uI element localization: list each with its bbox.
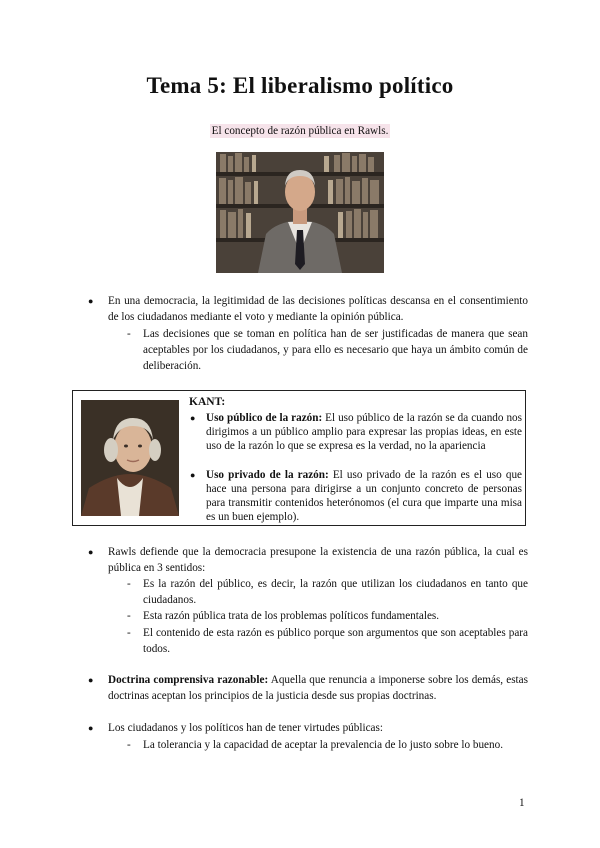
kant-portrait [81, 400, 179, 516]
sub-item-text: Las decisiones que se toman en política han de ser justificadas de manera que sean aceptables por los ciudadanos, y para ello es necesario que haya un ámbito común de deliberación. [143, 328, 528, 372]
sub-item-text: La tolerancia y la capacidad de aceptar la prevalencia de lo justo sobre lo bueno. [143, 739, 504, 751]
bullet-icon: ● [88, 547, 94, 557]
kant-heading: KANT: [189, 396, 226, 408]
list-item [88, 720, 528, 736]
bullet-icon: ● [88, 296, 94, 306]
kant-box [72, 390, 526, 526]
list-item [88, 672, 528, 704]
sub-list-item [127, 737, 528, 753]
dash-icon: - [127, 610, 131, 622]
page-number: 1 [519, 797, 525, 809]
bullet-text: Rawls defiende que la democracia presupone la existencia de una razón pública, la cual es pública en 3 sentidos: [108, 546, 528, 574]
subtitle-highlighted: El concepto de razón pública en Rawls. [211, 125, 389, 137]
bullet-icon: ● [88, 675, 94, 685]
sub-item-text: Es la razón del público, es decir, la razón que utilizan los ciudadanos en tanto que ciudadanos. [143, 578, 528, 606]
sub-list-item [127, 576, 528, 608]
bullet-icon: ● [190, 470, 196, 480]
term-text: Aquella que renuncia a imponerse sobre los demás, estas doctrinas aceptan los principios de la justicia desde sus propias doctrinas. [108, 674, 528, 702]
dash-icon: - [127, 578, 131, 590]
sub-list-item [127, 608, 528, 624]
dash-icon: - [127, 328, 131, 340]
kant-item [190, 411, 522, 453]
kant-item [190, 468, 523, 524]
term-text: El uso privado de la razón es el uso que hace una persona para dirigirse a un conjunto concreto de personas para transmitir contenidos heterónomos (el cura que imparte una misa es un buen ejemplo). [206, 469, 523, 523]
bullet-text: Los ciudadanos y los políticos han de tener virtudes públicas: [108, 722, 383, 734]
term-label: Uso público de la razón: [206, 412, 323, 424]
list-item [88, 293, 528, 325]
term-label: Uso privado de la razón: [206, 469, 329, 481]
dash-icon: - [127, 627, 131, 639]
bullet-icon: ● [88, 723, 94, 733]
term-text: El uso público de la razón se da cuando nos dirigimos a un público amplio para expresar las propias ideas, en este uso de la razón lo que se expresa es la verdad, no la apariencia [206, 412, 522, 452]
dash-icon: - [127, 739, 131, 751]
bullet-text: En una democracia, la legitimidad de las decisiones políticas descansa en el consentimiento de los ciudadanos mediante el voto y mediante la opinión pública. [108, 295, 528, 323]
rawls-photo [216, 152, 384, 273]
sub-list-item [127, 625, 528, 657]
bullet-icon: ● [190, 413, 196, 423]
sub-item-text: El contenido de esta razón es público porque son argumentos que son aceptables para todos. [143, 627, 528, 655]
sub-list-item [127, 326, 528, 374]
page-title: Tema 5: El liberalismo político [146, 73, 454, 98]
term-label: Doctrina comprensiva razonable: [108, 674, 269, 686]
sub-item-text: Esta razón pública trata de los problemas políticos fundamentales. [143, 610, 440, 622]
list-item [88, 544, 528, 576]
